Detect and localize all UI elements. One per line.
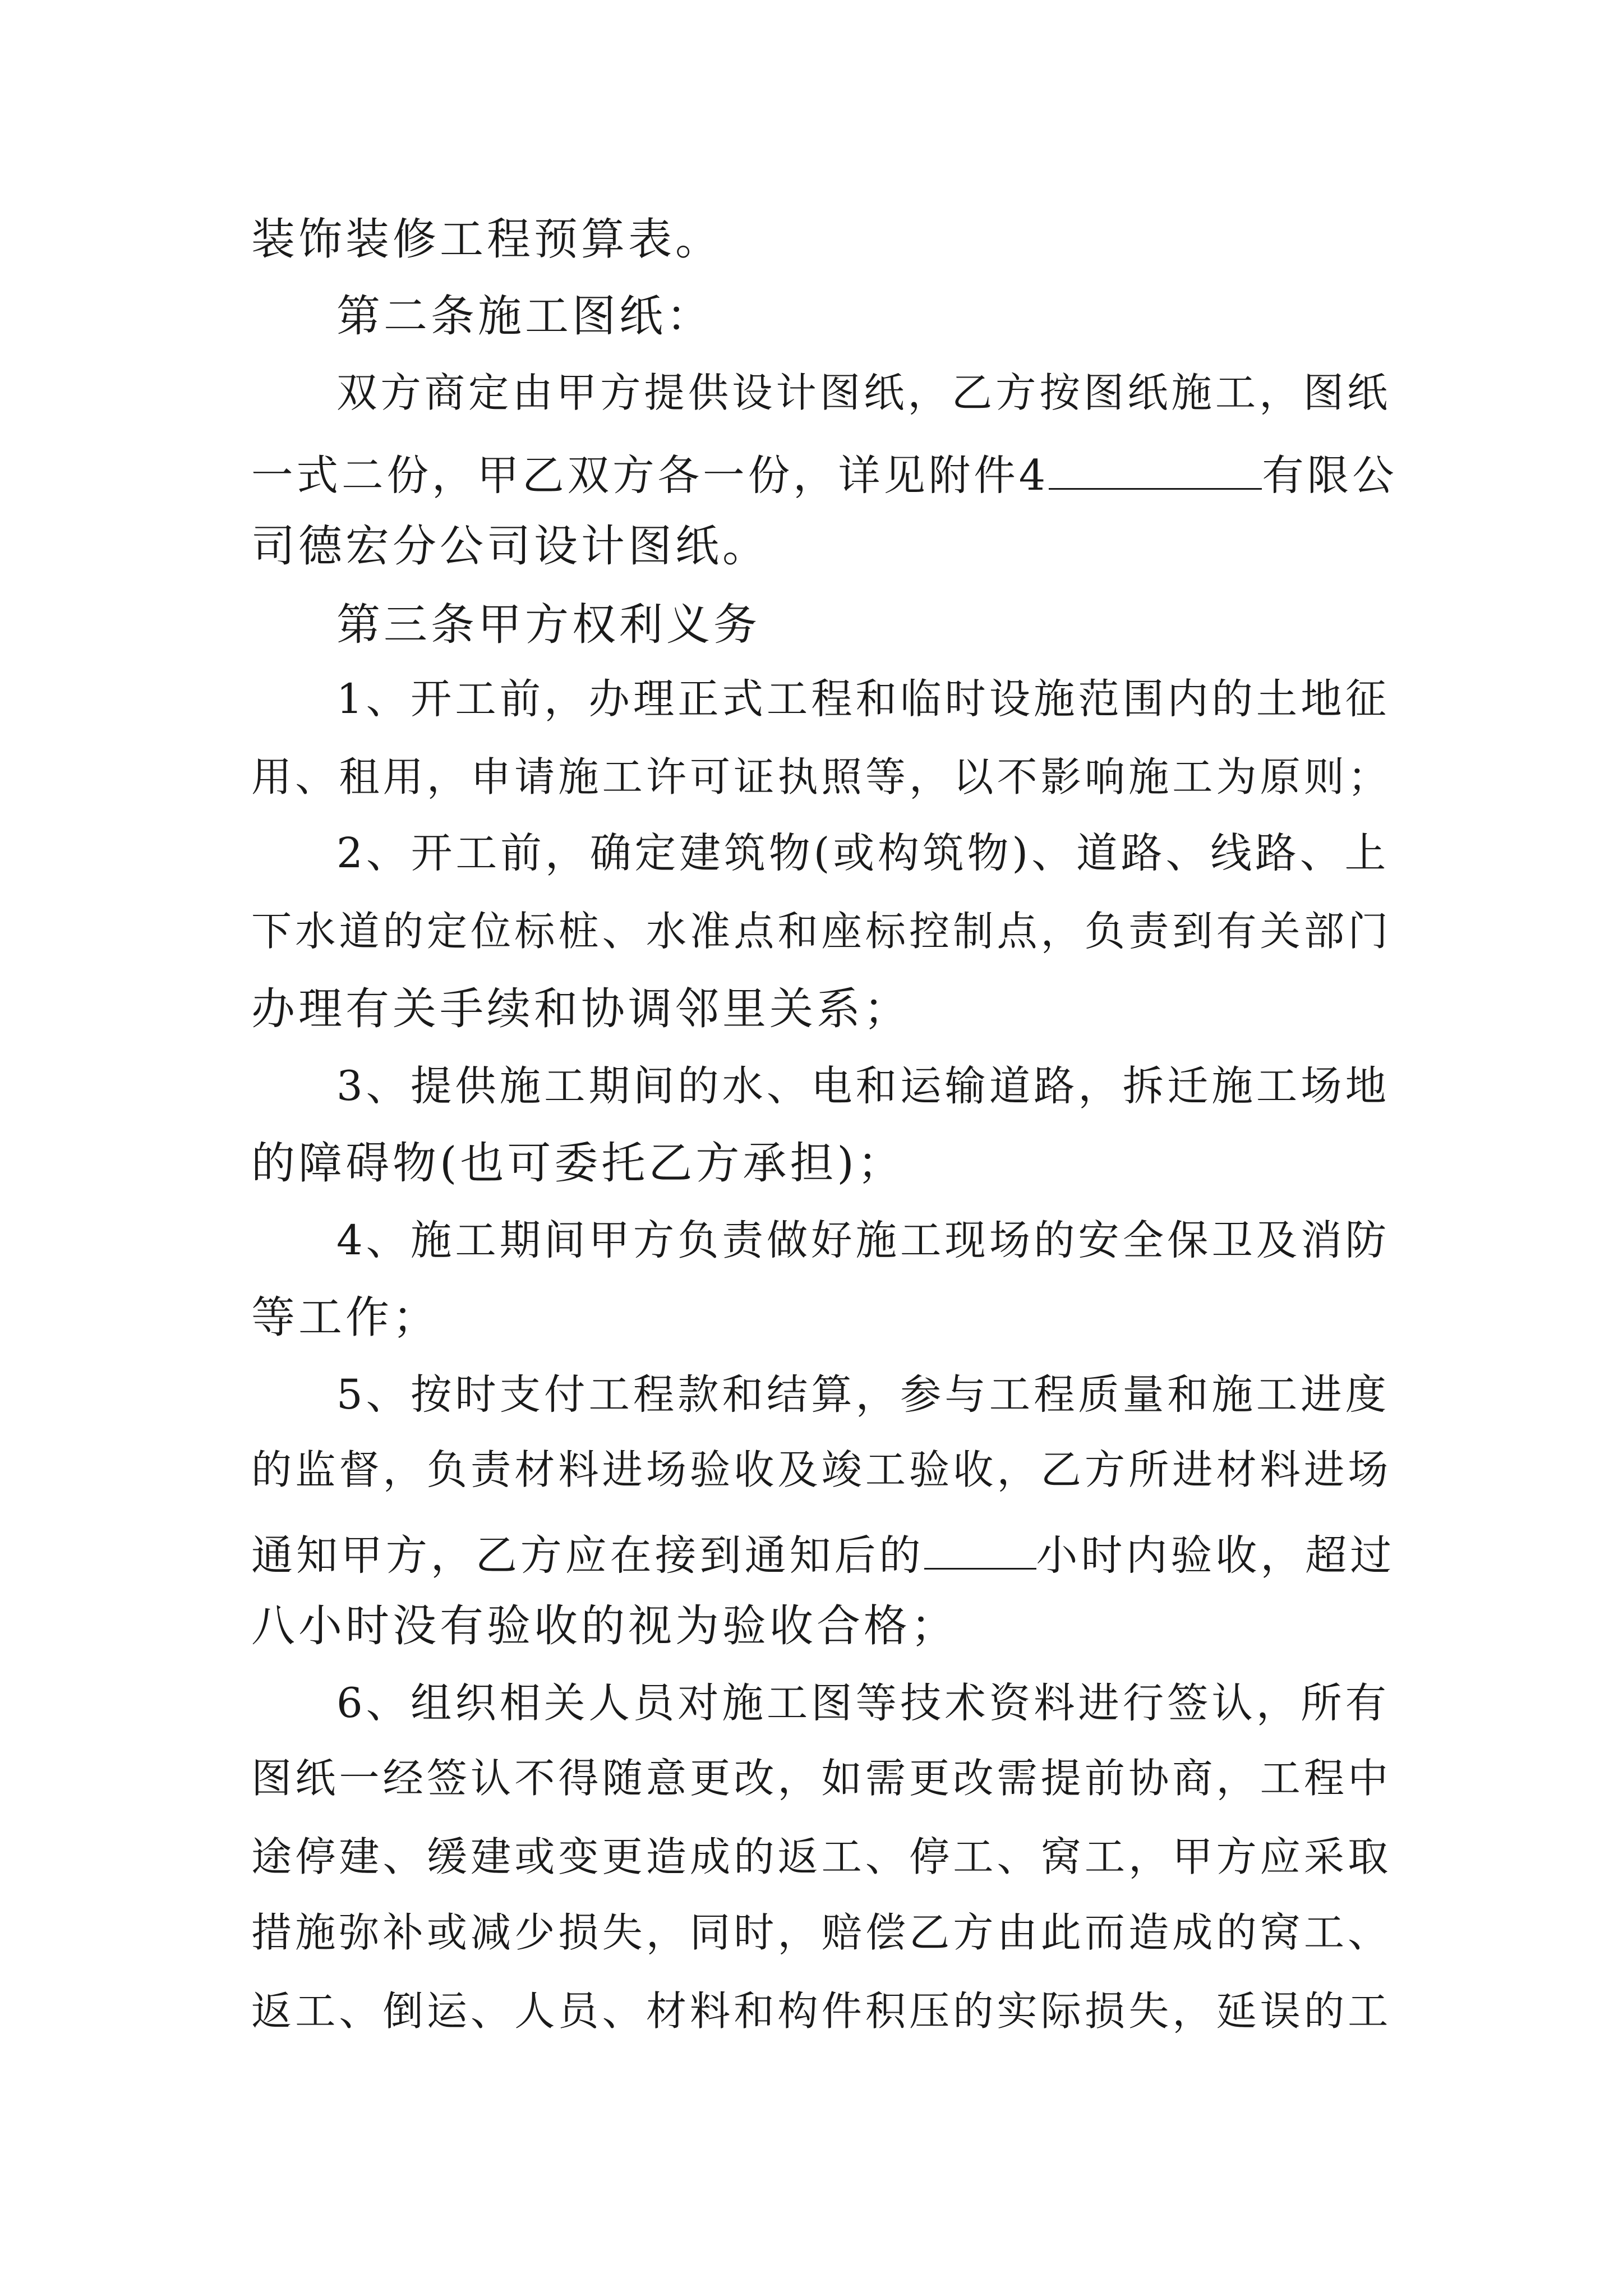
text-line: 八小时没有验收的视为验收合格； xyxy=(251,1601,958,1651)
text-line: 4、施工期间甲方负责做好施工现场的安全保卫及消防 xyxy=(336,1217,1390,1264)
text-line: 措施弥补或减少损失，同时，赔偿乙方由此而造成的窝工、 xyxy=(251,1910,1392,1957)
text-line: 的障碍物(也可委托乙方承担)； xyxy=(251,1138,905,1189)
text-line: 2、开工前，确定建筑物(或构筑物)、道路、线路、上 xyxy=(336,830,1390,877)
fill-in-blank xyxy=(1049,449,1262,490)
text-line: 的监督，负责材料进场验收及竣工验收，乙方所进材料进场 xyxy=(251,1447,1392,1494)
text-segment: 通知甲方，乙方应在接到通知后的 xyxy=(251,1531,924,1580)
text-segment: 一式二份，甲乙双方各一份，详见附件4 xyxy=(251,451,1049,500)
text-line: 等工作； xyxy=(251,1292,440,1343)
text-line: 途停建、缓建或变更造成的返工、停工、窝工，甲方应采取 xyxy=(251,1834,1392,1881)
text-line: 5、按时支付工程款和结算，参与工程质量和施工进度 xyxy=(336,1371,1390,1419)
text-line xyxy=(251,1529,1395,1580)
text-segment: 有限公 xyxy=(1262,451,1398,500)
text-line: 装饰装修工程预算表。 xyxy=(251,214,723,265)
text-line: 下水道的定位标桩、水准点和座标控制点，负责到有关部门 xyxy=(251,908,1392,955)
text-line: 图纸一经签认不得随意更改，如需更改需提前协商，工程中 xyxy=(251,1755,1392,1802)
text-line: 1、开工前，办理正式工程和临时设施范围内的土地征 xyxy=(336,675,1390,723)
text-line: 返工、倒运、人员、材料和构件积压的实际损失，延误的工 xyxy=(251,1988,1392,2035)
text-line: 双方商定由甲方提供设计图纸，乙方按图纸施工，图纸 xyxy=(336,370,1391,417)
text-line xyxy=(251,449,1398,500)
text-segment: 小时内验收，超过 xyxy=(1036,1531,1395,1580)
section-heading: 第三条甲方权利义务 xyxy=(336,600,761,650)
fill-in-blank xyxy=(924,1529,1036,1570)
text-line: 3、提供施工期间的水、电和运输道路，拆迁施工场地 xyxy=(336,1062,1390,1110)
text-line: 司德宏分公司设计图纸。 xyxy=(251,521,770,572)
text-line: 用、租用，申请施工许可证执照等，以不影响施工为原则； xyxy=(251,754,1392,801)
text-line: 6、组织相关人员对施工图等技术资料进行签认，所有 xyxy=(336,1680,1390,1727)
section-heading: 第二条施工图纸： xyxy=(336,291,714,342)
text-line: 办理有关手续和协调邻里关系； xyxy=(251,984,911,1034)
